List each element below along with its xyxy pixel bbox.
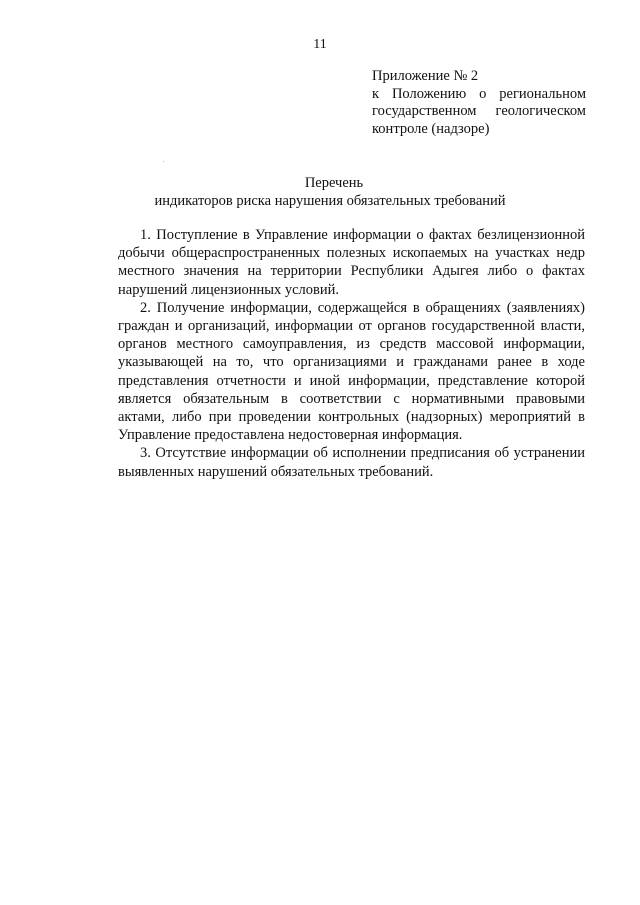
page-number: 11 (313, 37, 327, 52)
indicator-item-3: 3. Отсутствие информации об исполнении предписания об устранении выявленных нарушений обязательных требований. (118, 445, 585, 480)
title-heading: Перечень (304, 175, 364, 191)
indicator-item-2: 2. Получение информации, содержащейся в обращениях (заявлениях) граждан и организаций, информации от органов государственной власти, органов местного самоуправления, из средств массовой информации, указывающей на то, что организациями и гражданами ранее в ходе представления отчетности и иной информации, представление которой является обязательным в соответствии с нормативными правовыми актами, либо при проведении контрольных (надзорных) мероприятий в Управление предоставлена недостоверная информация. (118, 299, 585, 444)
appendix-block (372, 68, 586, 138)
indicator-list (118, 226, 585, 481)
appendix-line: государственном геологическом (372, 103, 586, 119)
indicator-item-1: 1. Поступление в Управление информации о фактах безлицензионной добычи общераспространенных полезных ископаемых на участках недр местного значения на территории Республики Адыгея либо о фактах нарушений лицензионных условий. (118, 227, 585, 298)
appendix-line: к Положению о региональном (372, 85, 586, 102)
appendix-line: контроле (надзоре) (372, 120, 490, 137)
appendix-title: Приложение № 2 (372, 68, 479, 84)
scan-speck (163, 161, 164, 162)
document-title (0, 174, 640, 210)
title-subheading: индикаторов риска нарушения обязательных требований (154, 193, 506, 209)
